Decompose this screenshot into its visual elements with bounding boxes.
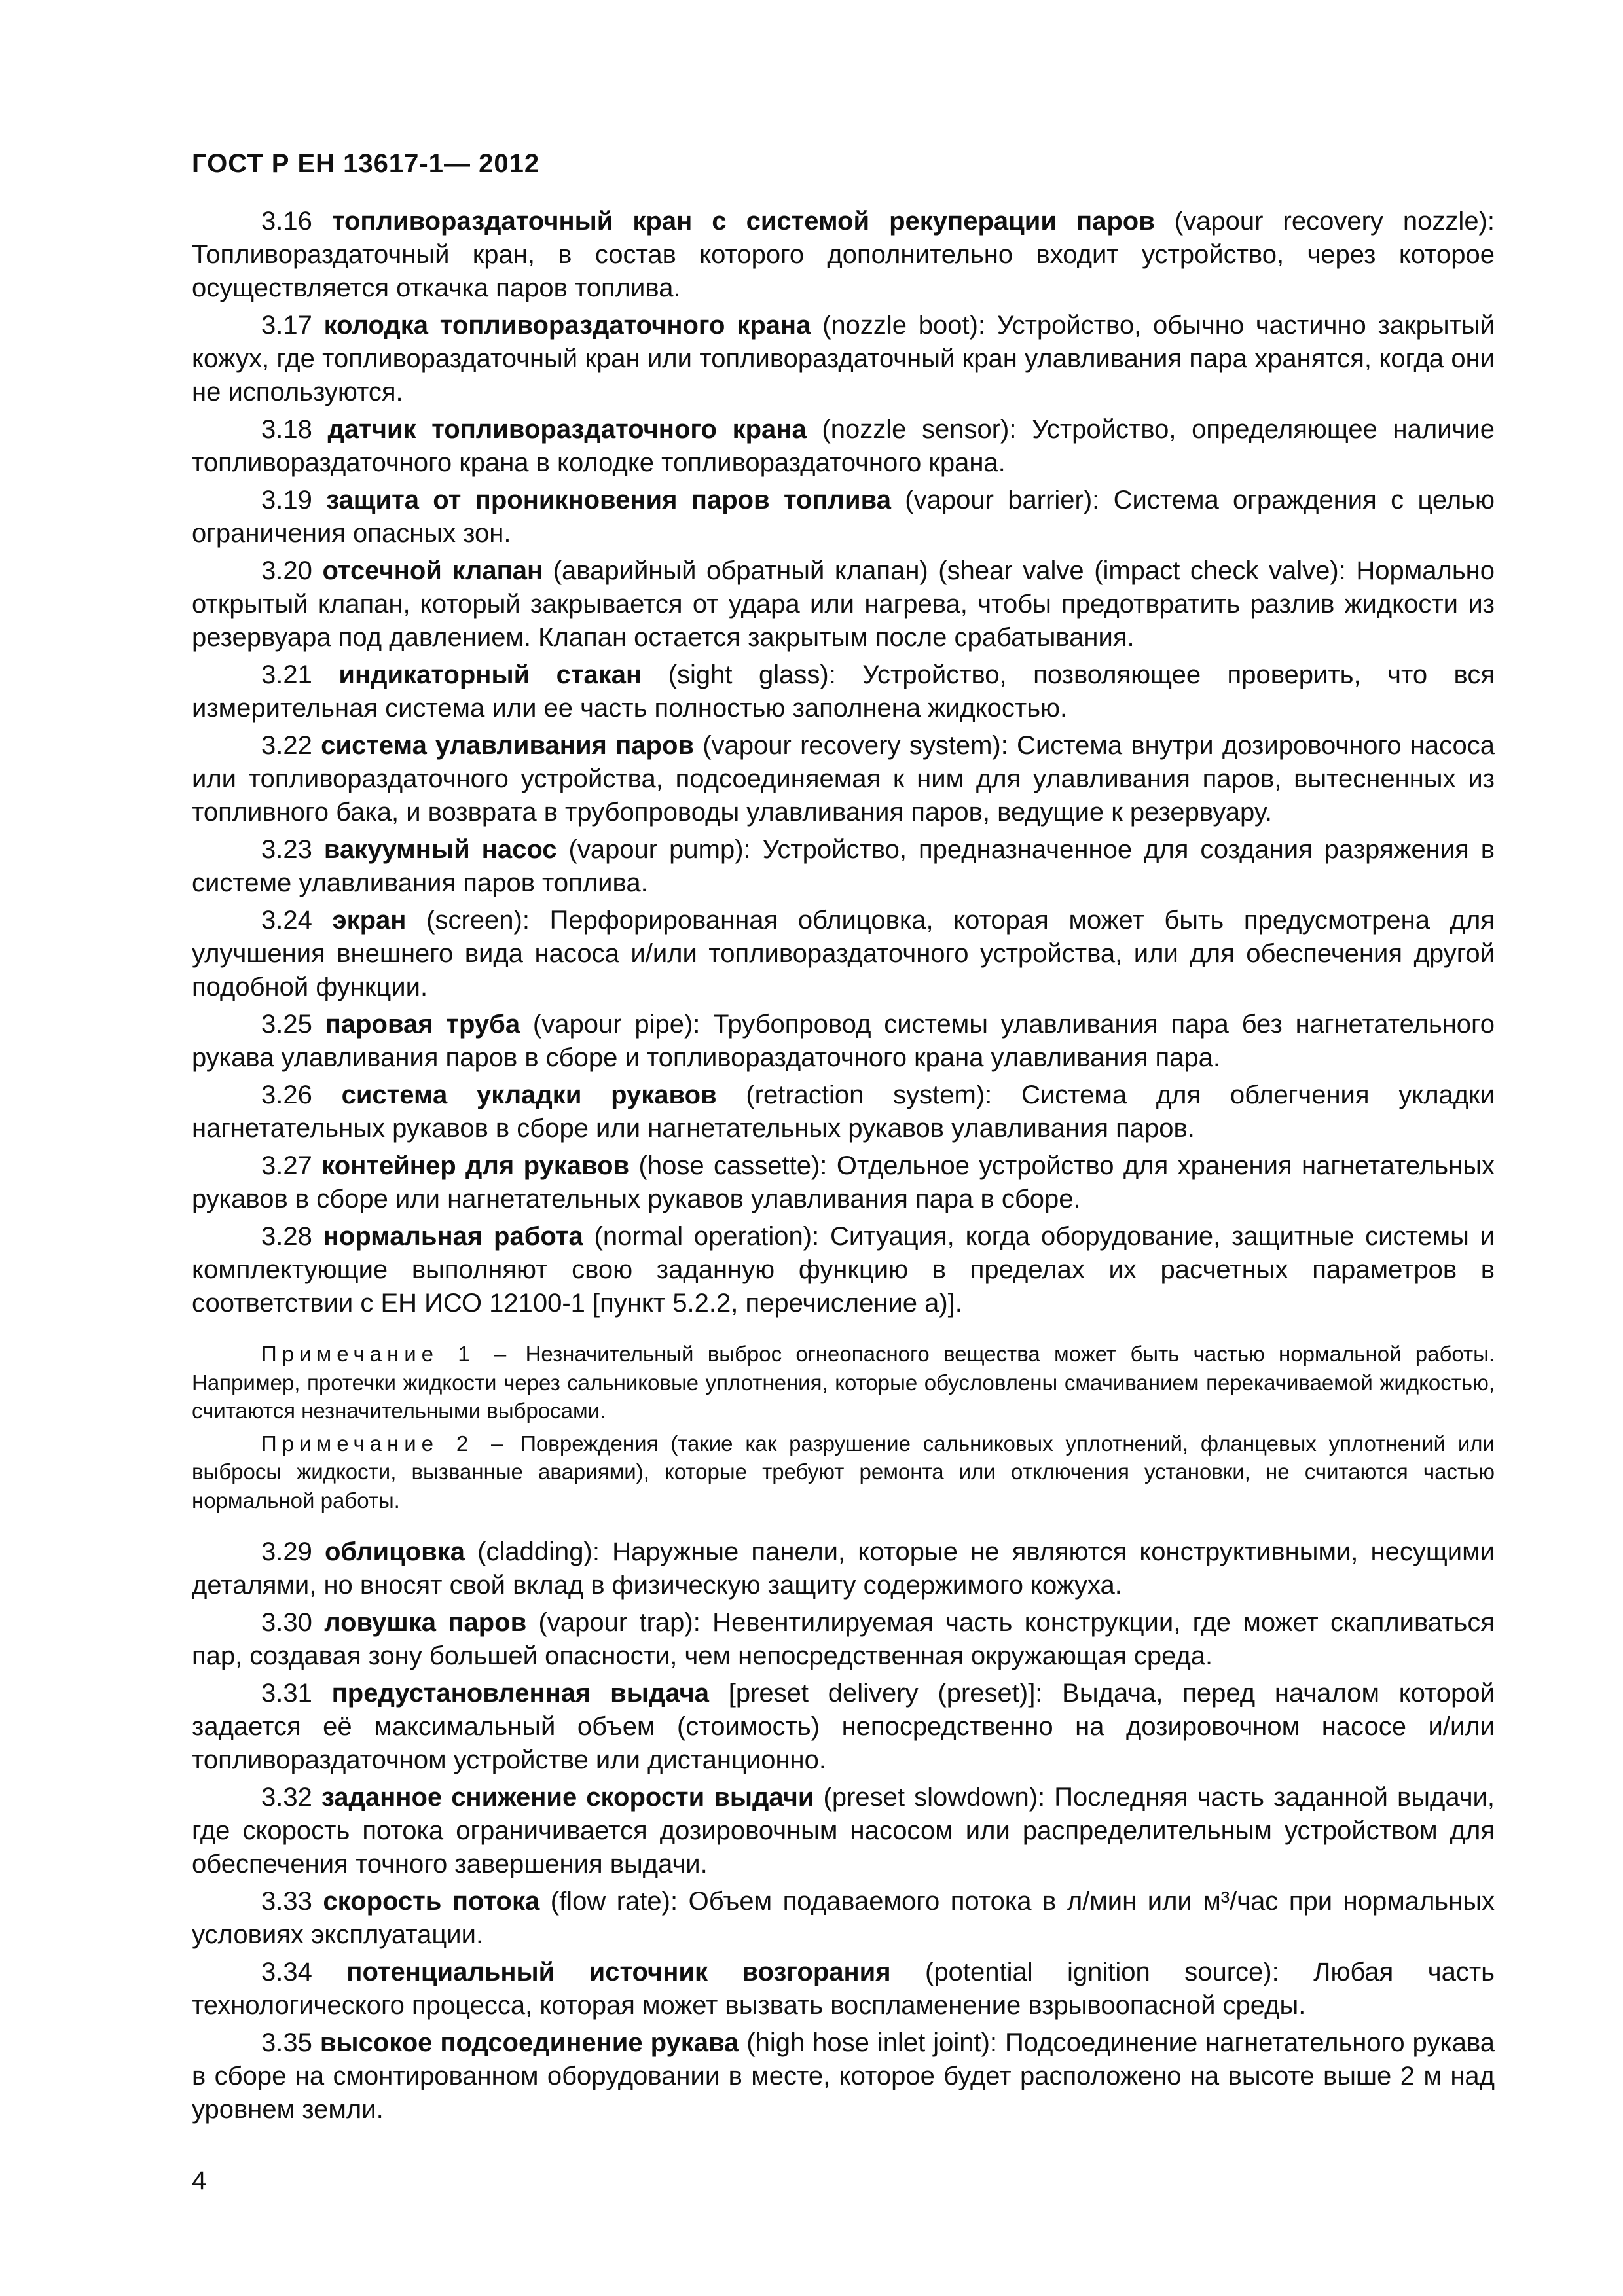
definition-entry <box>192 1220 1495 1320</box>
entry-term: вакуумный насос <box>323 835 557 864</box>
definition-entry <box>192 413 1495 480</box>
entry-body: (screen): Перфорированная облицовка, которая может быть предусмотрена для улучшения внешнего вида насоса и/или топливораздаточного устройства, или для обеспечения другой подобной функции. <box>192 906 1495 1001</box>
entry-term: высокое подсоединение рукава <box>319 2028 739 2057</box>
definition-entry <box>192 904 1495 1004</box>
entry-term: система укладки рукавов <box>341 1081 717 1109</box>
entry-body: (hose cassette): Отдельное устройство для хранения нагнетательных рукавов в сборе или нагнетательных рукавов улавливания пара в сборе. <box>192 1151 1495 1213</box>
entry-term: индикаторный стакан <box>338 660 642 689</box>
definitions-list-2 <box>192 1535 1495 2126</box>
definition-entry <box>192 1149 1495 1216</box>
entry-body: [preset delivery (preset)]: Выдача, перед началом которой задается её максимальный объем (стоимость) непосредственно на дозировочном насосе и/или топливораздаточном устройстве или дистанционно. <box>192 1679 1495 1774</box>
page-number: 4 <box>192 2166 207 2195</box>
definition-entry <box>192 658 1495 725</box>
entry-number: 3.16 <box>261 207 312 236</box>
entry-term: система улавливания паров <box>321 731 694 760</box>
definition-entry <box>192 1885 1495 1952</box>
definition-entry <box>192 1008 1495 1075</box>
definition-entry <box>192 309 1495 409</box>
entry-body: (flow rate): Объем подаваемого потока в л/мин или м³/час при нормальных условиях эксплуатации. <box>192 1887 1495 1949</box>
note <box>192 1340 1495 1426</box>
entry-term: нормальная работа <box>323 1222 583 1251</box>
document-header: ГОСТ Р ЕН 13617-1— 2012 <box>192 149 540 178</box>
entry-term: топливораздаточный кран с системой рекуперации паров <box>331 207 1155 236</box>
entry-number: 3.27 <box>261 1151 312 1180</box>
entry-term: облицовка <box>325 1537 465 1566</box>
entry-term: потенциальный источник возгорания <box>346 1958 891 1986</box>
definition-entry <box>192 2026 1495 2126</box>
entry-body: (retraction system): Система для облегчения укладки нагнетательных рукавов в сборе или нагнетательных рукавов улавливания паров. <box>192 1081 1495 1143</box>
note-label: Примечание 2 – <box>261 1431 509 1456</box>
entry-number: 3.32 <box>261 1783 312 1812</box>
entry-number: 3.35 <box>261 2028 312 2057</box>
note-text: Незначительный выброс огнеопасного вещества может быть частью нормальной работы. Например, протечки жидкости через сальниковые уплотнения, которые обусловлены смачиванием перекачиваемой жидкостью, считаются незначительными выбросами. <box>192 1342 1495 1423</box>
entry-number: 3.25 <box>261 1010 312 1039</box>
note-label: Примечание 1 – <box>261 1342 512 1366</box>
entry-body: (nozzle sensor): Устройство, определяющее наличие топливораздаточного крана в колодке топливораздаточного крана. <box>192 415 1495 477</box>
definition-entry <box>192 1606 1495 1673</box>
entry-body: (vapour recovery system): Система внутри дозировочного насоса или топливораздаточного устройства, подсоединяемая к ним для улавливания паров, вытесненных из топливного бака, и возврата в трубопроводы улавливания паров, ведущие к резервуару. <box>192 731 1495 827</box>
entry-body: (cladding): Наружные панели, которые не являются конструктивными, несущими деталями, но вносят свой вклад в физическую защиту содержимого кожуха. <box>192 1537 1495 1600</box>
entry-number: 3.18 <box>261 415 312 444</box>
definition-entry <box>192 484 1495 550</box>
definition-entry <box>192 554 1495 655</box>
definition-entry <box>192 205 1495 305</box>
document-body <box>192 205 1495 2130</box>
entry-term: скорость потока <box>323 1887 540 1916</box>
entry-number: 3.31 <box>261 1679 312 1708</box>
entry-term: отсечной клапан <box>322 556 543 585</box>
entry-body: (vapour pump): Устройство, предназначенное для создания разряжения в системе улавливания паров топлива. <box>192 835 1495 897</box>
entry-body: (preset slowdown): Последняя часть заданной выдачи, где скорость потока ограничивается дозировочным насосом или распределительным устройством для обеспечения точного завершения выдачи. <box>192 1783 1495 1878</box>
definition-entry <box>192 1535 1495 1602</box>
entry-body: (potential ignition source): Любая часть технологического процесса, которая может вызвать воспламенение взрывоопасной среды. <box>192 1958 1495 2020</box>
definition-entry <box>192 833 1495 900</box>
entry-number: 3.28 <box>261 1222 312 1251</box>
entry-term: ловушка паров <box>324 1608 527 1637</box>
entry-number: 3.22 <box>261 731 312 760</box>
entry-number: 3.24 <box>261 906 312 935</box>
entry-number: 3.34 <box>261 1958 312 1986</box>
note <box>192 1429 1495 1515</box>
entry-number: 3.17 <box>261 311 312 340</box>
entry-term: защита от проникновения паров топлива <box>326 486 891 514</box>
entry-number: 3.21 <box>261 660 312 689</box>
definition-entry <box>192 1677 1495 1777</box>
definition-entry <box>192 1956 1495 2022</box>
entry-number: 3.30 <box>261 1608 312 1637</box>
definition-entry <box>192 729 1495 829</box>
entry-body: (vapour recovery nozzle): Топливораздаточный кран, в состав которого дополнительно входит устройство, через которое осуществляется откачка паров топлива. <box>192 207 1495 302</box>
entry-body: (vapour pipe): Трубопровод системы улавливания пара без нагнетательного рукава улавливания паров в сборе и топливораздаточного крана улавливания пара. <box>192 1010 1495 1072</box>
entry-number: 3.33 <box>261 1887 312 1916</box>
entry-term: контейнер для рукавов <box>321 1151 630 1180</box>
entry-term: заданное снижение скорости выдачи <box>321 1783 814 1812</box>
entry-term: датчик топливораздаточного крана <box>327 415 807 444</box>
entry-body: (аварийный обратный клапан) (shear valve (impact check valve): Нормально открытый клапан, который закрывается от удара или нагрева, чтобы предотвратить разлив жидкости из резервуара под давлением. Клапан остается закрытым после срабатывания. <box>192 556 1495 652</box>
entry-body: (normal operation): Ситуация, когда оборудование, защитные системы и комплектующие выполняют свою заданную функцию в пределах их расчетных параметров в соответствии с ЕН ИСО 12100-1 [пункт 5.2.2, перечисление а)]. <box>192 1222 1495 1318</box>
entry-term: паровая труба <box>325 1010 520 1039</box>
entry-number: 3.29 <box>261 1537 312 1566</box>
entry-body: (high hose inlet joint): Подсоединение нагнетательного рукава в сборе на смонтированном оборудовании в месте, которое будет расположено на высоте выше 2 м над уровнем земли. <box>192 2028 1495 2124</box>
entry-number: 3.23 <box>261 835 312 864</box>
entry-body: (vapour barrier): Система ограждения с целью ограничения опасных зон. <box>192 486 1495 548</box>
entry-body: (nozzle boot): Устройство, обычно частично закрытый кожух, где топливораздаточный кран или топливораздаточный кран улавливания пара хранятся, когда они не используются. <box>192 311 1495 406</box>
note-text: Повреждения (такие как разрушение сальниковых уплотнений, фланцевых уплотнений или выбросы жидкости, вызванные авариями), которые требуют ремонта или отключения установки, не считаются частью нормальной работы. <box>192 1431 1495 1513</box>
entry-number: 3.20 <box>261 556 312 585</box>
entry-term: предустановленная выдача <box>331 1679 709 1708</box>
definitions-list-1 <box>192 205 1495 1320</box>
definition-entry <box>192 1079 1495 1145</box>
definition-entry <box>192 1781 1495 1881</box>
entry-body: (vapour trap): Невентилируемая часть конструкции, где может скапливаться пар, создавая зону большей опасности, чем непосредственная окружающая среда. <box>192 1608 1495 1670</box>
entry-number: 3.26 <box>261 1081 312 1109</box>
notes-block <box>192 1340 1495 1515</box>
entry-number: 3.19 <box>261 486 312 514</box>
entry-term: колодка топливораздаточного крана <box>323 311 811 340</box>
entry-term: экран <box>332 906 407 935</box>
entry-body: (sight glass): Устройство, позволяющее проверить, что вся измерительная система или ее часть полностью заполнена жидкостью. <box>192 660 1495 723</box>
